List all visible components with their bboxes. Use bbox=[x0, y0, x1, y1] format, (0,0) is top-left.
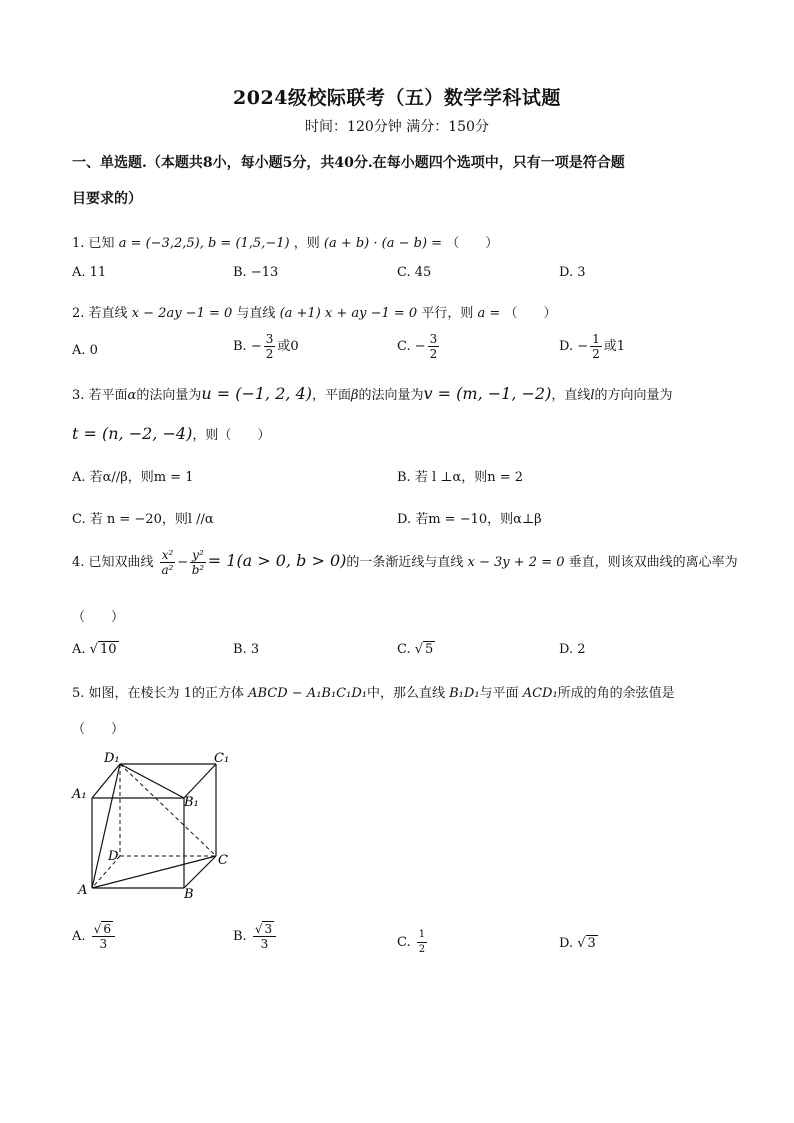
q2-option-b: B. − $\frac{3}{2}$ 或0 bbox=[233, 332, 299, 361]
q2-line2: (a +1) x + ay −1 = 0 bbox=[279, 306, 418, 321]
question-2 bbox=[72, 302, 556, 321]
question-1 bbox=[72, 232, 498, 251]
q3-vector-u: u = (−1, 2, 4) bbox=[201, 384, 312, 403]
q5-option-a: A. $\frac{√ 6}{3}$ bbox=[72, 922, 117, 951]
exam-subtitle: 时间：120分钟 满分：150分 bbox=[305, 119, 489, 135]
q2-c-fraction: $\frac{3}{2}$ bbox=[429, 332, 438, 361]
label-d: D bbox=[108, 849, 119, 864]
section-heading-line2: 目要求的） bbox=[72, 191, 142, 207]
q3-option-b: B. 若 l ⊥α，则n = 2 bbox=[397, 470, 524, 485]
question-4: 4. 已知双曲线 $\frac{\text{x²}}{\text{a²}}$ − $\frac{\text{y²}}{\text{b²}}$ = 1(a > 0, b > 0)的一条渐近线与直线 x − 3y + 2 = 0 垂直，则该双曲线的离心率为 bbox=[72, 548, 738, 577]
q4-option-a: A. √ 10 bbox=[72, 642, 117, 657]
q3-option-a: A. 若α//β，则m = 1 bbox=[72, 470, 194, 485]
q4-option-d: D. 2 bbox=[559, 642, 586, 657]
diag-d1b1 bbox=[120, 764, 184, 798]
q5-option-b: B. $\frac{√ 3}{3}$ bbox=[233, 922, 278, 951]
q4-condition: = 1(a > 0, b > 0) bbox=[207, 551, 347, 570]
question-3-line2: t = (n, −2, −4)，则（ ） bbox=[72, 424, 271, 443]
section-heading-line1: 一、单选题.（本题共8小，每小题5分，共40分.在每小题四个选项中，只有一项是符合题 bbox=[72, 155, 625, 171]
question-3: 3. 若平面α的法向量为u = (−1, 2, 4)，平面β的法向量为v = (m, −1, −2)，直线l的方向向量为 bbox=[72, 384, 673, 403]
q1-option-a: A. 11 bbox=[72, 265, 107, 280]
q2-prefix: 2. 若直线 bbox=[72, 306, 128, 321]
label-b1: B₁ bbox=[184, 795, 199, 810]
q1-paren: （ ） bbox=[446, 236, 499, 251]
edge-c1b1 bbox=[184, 764, 216, 798]
cube-figure bbox=[70, 748, 240, 908]
q3-option-d: D. 若m = −10，则α⊥β bbox=[397, 512, 542, 527]
q4-line: x − 3y + 2 = 0 bbox=[467, 555, 565, 570]
q3-vector-v: v = (m, −1, −2) bbox=[423, 384, 552, 403]
hidden-diag-d1c bbox=[120, 764, 216, 856]
q1-option-c: C. 45 bbox=[397, 265, 432, 280]
exam-title: 2024级校际联考（五）数学学科试题 bbox=[233, 87, 561, 109]
q2-b-fraction: $\frac{3}{2}$ bbox=[265, 332, 274, 361]
q2-option-c: C. − $\frac{3}{2}$ bbox=[397, 332, 438, 361]
q2-option-a: A. 0 bbox=[72, 343, 98, 358]
question-5: 5. 如图，在棱长为 1的正方体 ABCD − A₁B₁C₁D₁中，那么直线 B₁D₁与平面 ACD₁所成的角的余弦值是 bbox=[72, 686, 675, 701]
q2-mid: 与直线 bbox=[236, 306, 276, 321]
q2-a: a = bbox=[477, 306, 501, 321]
q1-vectors: a = (−3,2,5), b = (1,5,−1) bbox=[118, 236, 290, 251]
q2-paren: （ ） bbox=[504, 306, 557, 321]
q5-option-d: D. √ 3 bbox=[559, 936, 596, 951]
q4-option-c: C. √ 5 bbox=[397, 642, 434, 657]
q1-prefix: 1. 已知 bbox=[72, 236, 115, 251]
q4-fraction-y: $\frac{\text{y²}}{\text{b²}}$ bbox=[191, 548, 205, 577]
label-c1: C₁ bbox=[214, 751, 230, 766]
q2-d-fraction: $\frac{1}{2}$ bbox=[592, 332, 600, 361]
q4-fraction-x: $\frac{\text{x²}}{\text{a²}}$ bbox=[161, 548, 174, 577]
label-b: B bbox=[184, 887, 194, 902]
label-c: C bbox=[218, 853, 228, 868]
q5-line: B₁D₁ bbox=[449, 686, 480, 701]
q4-option-b: B. 3 bbox=[233, 642, 260, 657]
q1-option-d: D. 3 bbox=[559, 265, 586, 280]
alpha-symbol: α bbox=[127, 388, 137, 403]
edge-bc bbox=[184, 856, 216, 888]
beta-symbol: β bbox=[351, 388, 359, 403]
q5-plane: ACD₁ bbox=[522, 686, 558, 701]
q2-line1: x − 2ay −1 = 0 bbox=[131, 306, 233, 321]
q2-option-d: D. − $\frac{1}{2}$ 或1 bbox=[559, 332, 626, 361]
q5-option-c: C. $\frac{1}{2}$ bbox=[397, 929, 426, 955]
q1-option-b: B. −13 bbox=[233, 265, 279, 280]
q5-cube: ABCD − A₁B₁C₁D₁ bbox=[248, 686, 367, 701]
q1-mid: ，则 bbox=[293, 236, 320, 251]
q1-expression: (a + b) · (a − b) = bbox=[323, 236, 443, 251]
q2-suffix: 平行，则 bbox=[421, 306, 474, 321]
q4-paren: （ ） bbox=[72, 610, 125, 625]
diag-d1a bbox=[92, 764, 120, 888]
q5-paren: （ ） bbox=[72, 722, 125, 737]
label-d1: D₁ bbox=[104, 751, 120, 766]
q3-vector-t: t = (n, −2, −4) bbox=[72, 424, 193, 443]
label-a: A bbox=[78, 883, 88, 898]
label-a1: A₁ bbox=[72, 787, 87, 802]
q3-option-c: C. 若 n = −20，则l //α bbox=[72, 512, 214, 527]
